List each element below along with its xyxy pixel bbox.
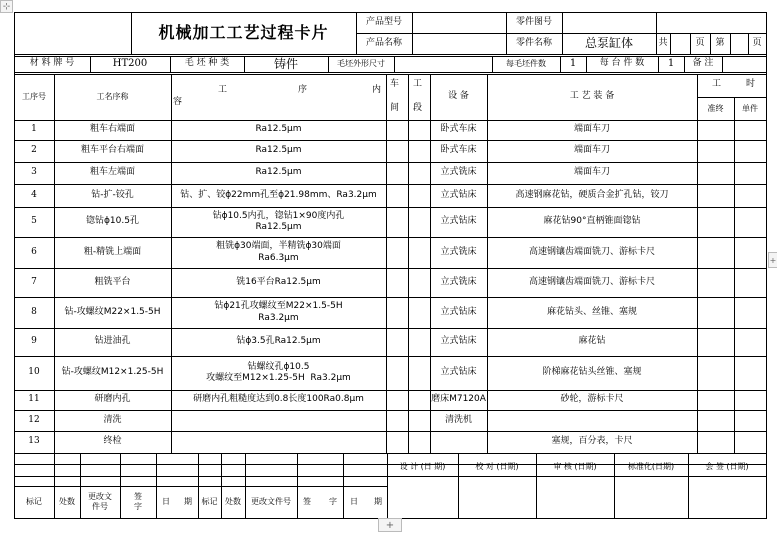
row-equipment[interactable]: 立式铣床 [440, 167, 477, 178]
row-op-name[interactable]: 粗车平台右端面 [80, 145, 144, 156]
product-model-value[interactable] [412, 12, 506, 33]
row-op-name[interactable]: 粗-精铣上端面 [83, 246, 142, 257]
row-equipment[interactable]: 卧式车床 [440, 145, 477, 156]
row-op-no: 4 [31, 189, 37, 200]
footer-mark: 标记 [26, 497, 42, 506]
row-op-content[interactable]: Ra12.5μm [255, 145, 302, 156]
col-workshop-2: 间 [390, 103, 400, 113]
footer-sign: 签 字 [134, 492, 142, 511]
row-op-content[interactable]: 粗铣ϕ30端面，半精铣ϕ30端面 Ra6.3μm [216, 241, 341, 263]
footer-sign-2b: 字 [329, 497, 337, 506]
row-op-content[interactable]: Ra12.5μm [255, 167, 302, 178]
row-op-content[interactable]: 钻ϕ21孔攻螺纹至M22×1.5-5H Ra3.2μm [214, 301, 343, 323]
grid-line [14, 54, 767, 55]
row-tooling[interactable] [487, 410, 697, 431]
row-tooling[interactable]: 高速钢镶齿端面铣刀、游标卡尺 [528, 246, 655, 257]
grid-line [408, 74, 409, 454]
row-op-no: 13 [28, 436, 40, 447]
footer-date-2-period: 期 [374, 497, 382, 506]
footer-date-day: 日 [162, 497, 170, 506]
grid-line [156, 453, 157, 519]
row-op-name[interactable]: 粗铣平台 [94, 276, 131, 287]
grid-line [14, 72, 767, 73]
row-op-name[interactable]: 粗车右端面 [89, 124, 135, 135]
row-op-content[interactable]: 钻ϕ10.5内孔，锪钻1×90度内孔 Ra12.5μm [212, 210, 345, 232]
row-op-name[interactable]: 清洗 [103, 414, 122, 425]
add-column-button[interactable]: + [768, 252, 777, 268]
pieces-per-blank-label: 每毛坯件数 [506, 59, 546, 68]
row-op-name[interactable]: 钻进油孔 [94, 336, 131, 347]
row-op-no: 1 [31, 124, 37, 135]
col-hours-1: 工 [712, 79, 722, 89]
footer-countersign: 会 签 (日期) [705, 462, 749, 471]
row-tooling[interactable]: 麻花钻 [578, 336, 606, 347]
footer-count-2: 处数 [225, 497, 241, 506]
col-section-2: 段 [413, 103, 423, 113]
footer-review: 校 对 (日期) [475, 462, 519, 471]
row-op-no: 2 [31, 145, 37, 156]
sheet-label: 第 [715, 37, 725, 48]
col-equipment: 设 备 [448, 91, 469, 102]
grid-line [386, 74, 387, 454]
footer-audit: 审 核 (日期) [553, 462, 597, 471]
row-op-content[interactable]: Ra12.5μm [255, 124, 302, 135]
row-tooling[interactable]: 麻花钻90°直柄锥面锪钻 [543, 216, 641, 227]
pages-label: 页 [695, 37, 705, 48]
col-op-name: 工名序称 [96, 92, 129, 101]
grid-line [387, 476, 767, 477]
row-op-no: 10 [28, 367, 40, 378]
col-op-no: 工序号 [22, 92, 46, 101]
col-hours-2: 时 [746, 79, 756, 89]
row-op-content[interactable]: 铣16平台Ra12.5μm [236, 276, 321, 287]
pages-label-2: 页 [752, 37, 762, 48]
row-tooling[interactable]: 端面车刀 [573, 124, 610, 135]
row-tooling[interactable]: 端面车刀 [573, 167, 610, 178]
row-op-name[interactable]: 研磨内孔 [94, 394, 131, 405]
row-equipment[interactable]: 立式钻床 [440, 306, 477, 317]
row-tooling[interactable]: 高速钢镶齿端面铣刀、游标卡尺 [528, 276, 655, 287]
grid-line [670, 33, 671, 55]
row-equipment[interactable] [430, 431, 487, 453]
row-equipment[interactable]: 卧式车床 [440, 124, 477, 135]
col-content-2: 序 [298, 85, 308, 95]
row-equipment[interactable]: 立式钻床 [440, 336, 477, 347]
add-row-button[interactable]: + [378, 518, 402, 532]
row-op-content[interactable]: 钻螺纹孔ϕ10.5 攻螺纹至M12×1.25-5H Ra3.2μm [206, 361, 351, 383]
grid-line [343, 453, 344, 519]
row-equipment[interactable]: 清洗机 [444, 414, 472, 425]
blank-type-label: 毛 坯 种 类 [184, 58, 230, 69]
pieces-per-unit-value[interactable]: 1 [667, 57, 675, 69]
grid-line [394, 56, 395, 73]
row-tooling[interactable]: 端面车刀 [573, 145, 610, 156]
card-title: 机械加工工艺过程卡片 [158, 23, 329, 42]
row-op-name[interactable]: 粗车左端面 [89, 167, 135, 178]
footer-sign-2a: 签 [303, 497, 311, 506]
grid-line [766, 12, 767, 519]
row-op-no: 7 [31, 276, 37, 287]
grid-line [730, 33, 731, 55]
row-op-content[interactable] [171, 410, 386, 431]
col-content-1: 工 [218, 85, 228, 95]
row-equipment[interactable]: 立式钻床 [440, 216, 477, 227]
row-op-name[interactable]: 钻-攻螺纹M12×1.25-5H [61, 367, 164, 378]
col-content-3: 内 [372, 85, 382, 95]
row-op-no: 3 [31, 167, 37, 178]
row-tooling[interactable]: 塞规，百分表，卡尺 [551, 436, 633, 447]
col-content-4: 容 [173, 97, 183, 107]
part-drawing-no-label: 零件图号 [515, 16, 552, 27]
product-name-label: 产品名称 [365, 37, 402, 48]
row-op-content[interactable]: 钻ϕ3.5孔Ra12.5μm [236, 336, 321, 347]
blank-type-value[interactable]: 铸件 [273, 56, 298, 71]
grid-line [734, 97, 735, 454]
grid-line [697, 74, 698, 454]
footer-design: 设 计 (日 期) [399, 462, 446, 471]
material-grade-value[interactable]: HT200 [112, 57, 148, 69]
col-tooling: 工 艺 装 备 [569, 91, 615, 102]
row-equipment[interactable]: 磨床M7120A [431, 394, 486, 405]
col-prep-time: 准终 [707, 103, 724, 113]
row-tooling[interactable]: 阶梯麻花钻头丝锥、塞规 [542, 367, 642, 378]
row-op-name[interactable]: 锪钻ϕ10.5孔 [86, 216, 139, 227]
blank-size-label: 毛坯外形尺寸 [337, 59, 385, 68]
row-op-no: 12 [28, 414, 40, 425]
material-grade-label: 材 料 牌 号 [29, 58, 75, 69]
table-move-handle-icon[interactable]: ⊹ [0, 0, 13, 13]
row-op-no: 5 [31, 216, 37, 227]
pieces-per-unit-label: 每 台 件 数 [599, 58, 645, 69]
footer-change-doc-2: 更改文件号 [251, 497, 291, 506]
col-section-1: 工 [413, 79, 423, 89]
row-op-no: 9 [31, 336, 37, 347]
footer-standardization: 标准化(日期) [627, 462, 675, 471]
grid-line [14, 453, 767, 454]
row-op-name[interactable]: 钻-扩-铰孔 [91, 189, 134, 200]
footer-count: 处数 [59, 497, 75, 506]
col-unit-time: 单件 [742, 103, 758, 113]
grid-line [722, 56, 723, 73]
row-op-content[interactable] [171, 431, 386, 453]
footer-change-doc: 更改文 件号 [88, 492, 112, 511]
row-op-no: 8 [31, 306, 37, 317]
row-tooling[interactable]: 麻花钻头、丝锥、塞规 [546, 306, 637, 317]
product-model-label: 产品型号 [365, 16, 402, 27]
row-tooling[interactable]: 砂轮，游标卡尺 [560, 394, 624, 405]
remarks-label: 备 注 [692, 58, 714, 69]
pieces-per-blank-value[interactable]: 1 [569, 57, 577, 69]
row-tooling[interactable]: 高速钢麻花钻，硬质合金扩孔钻，铰刀 [515, 189, 669, 200]
row-op-content[interactable]: 钻、扩、铰ϕ22mm孔至ϕ21.98mm、Ra3.2μm [180, 189, 377, 200]
row-equipment[interactable]: 立式钻床 [440, 367, 477, 378]
col-workshop-1: 车 [390, 79, 400, 89]
footer-date-period: 期 [184, 497, 192, 506]
row-op-content[interactable]: 研磨内孔粗糙度达到0.8长度100Ra0.8μm [193, 394, 364, 405]
row-equipment[interactable]: 立式钻床 [440, 189, 477, 200]
row-op-no: 11 [28, 394, 40, 405]
row-op-no: 6 [31, 246, 37, 257]
grid-line [297, 453, 298, 519]
part-name-value[interactable]: 总泵缸体 [584, 36, 633, 50]
total-pages-label: 共 [658, 37, 668, 48]
part-name-label: 零件名称 [515, 37, 552, 48]
footer-mark-2: 标记 [201, 497, 218, 506]
row-op-name[interactable]: 终检 [103, 436, 122, 447]
row-op-name[interactable]: 钻-攻螺纹M22×1.5-5H [64, 306, 161, 317]
row-equipment[interactable]: 立式铣床 [440, 276, 477, 287]
row-equipment[interactable]: 立式铣床 [440, 246, 477, 257]
footer-date-2-day: 日 [350, 497, 358, 506]
